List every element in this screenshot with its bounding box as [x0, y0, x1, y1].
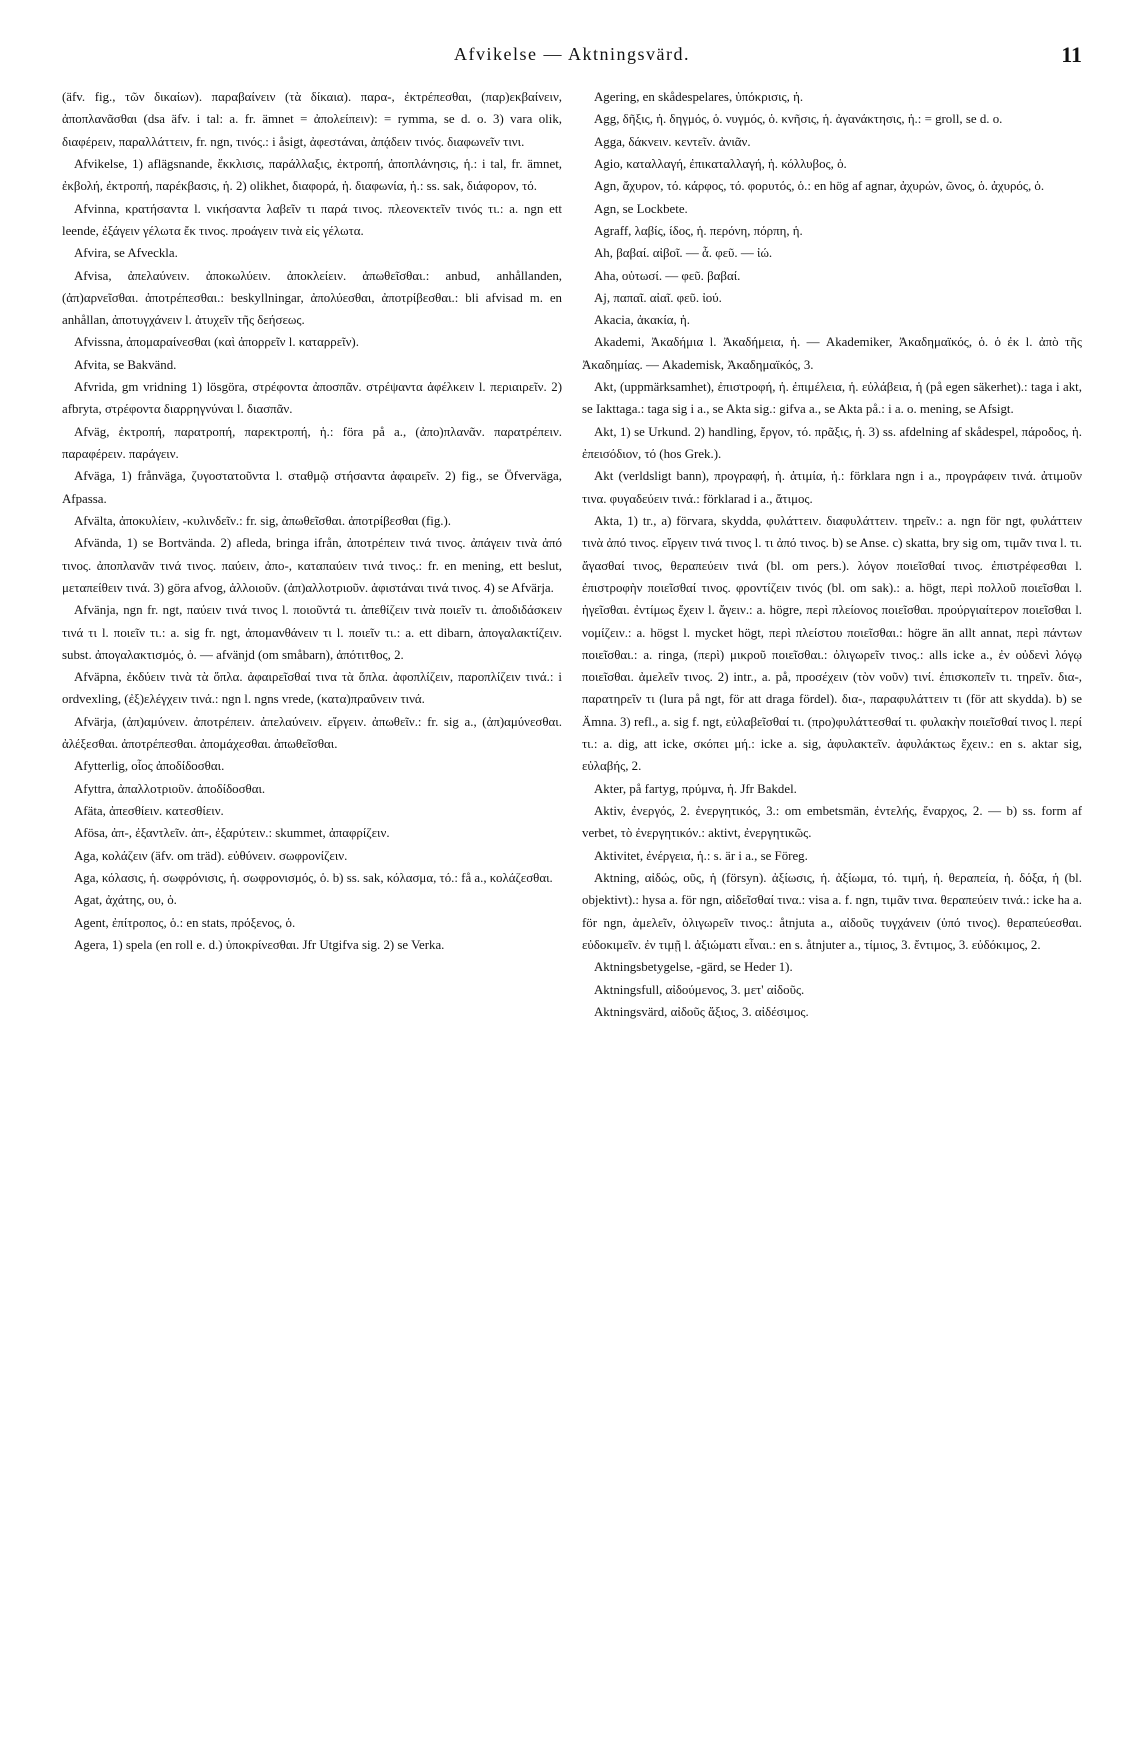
- dictionary-entry: Agn, ἄχυρον, τό. κάρφος, τό. φορυτός, ὁ.: en hög af agnar, ἀχυρών, ῶνος, ὁ. ἀχυρός, ὁ.: [594, 179, 1045, 194]
- dictionary-entry: Agg, δῆξις, ἡ. δηγμός, ὁ. νυγμός, ὁ. κνῆσις, ἡ. ἀγανάκτησις, ἡ.: = groll, se d. o.: [594, 112, 1003, 127]
- dictionary-entry: Akter, på fartyg, πρύμνα, ἡ. Jfr Bakdel.: [594, 781, 797, 796]
- right-column: [582, 86, 1082, 1686]
- dictionary-entry: Agio, καταλλαγή, ἐπικαταλλαγή, ἡ. κόλλυβος, ὁ.: [594, 156, 847, 171]
- dictionary-entry: Akacia, ἀκακία, ἡ.: [594, 313, 690, 328]
- dictionary-entry: Afvrida, gm vridning 1) lösgöra, στρέφοντα ἀποσπᾶν. στρέψαντα ἀφέλκειν l. περιαιρεῖν. 2) afbryta, στρέφοντα διαρρηγνύναι l. διασπᾶν.: [62, 380, 562, 417]
- dictionary-entry: Akademi, Ἀκαδήμια l. Ἀκαδήμεια, ἡ. — Akademiker, Ἀκαδημαϊκός, ὁ. ὁ ἐκ l. ἀπὸ τῆς Ἀκαδημίας. — Akademisk, Ἀκαδημαϊκός, 3.: [582, 335, 1082, 372]
- dictionary-entry: Afvissna, ἀπομαραίνεσθαι (καὶ ἀπορρεῖν l. καταρρεῖν).: [74, 335, 359, 350]
- dictionary-entry: Aga, κόλασις, ἡ. σωφρόνισις, ἡ. σωφρονισμός, ὁ. b) ss. sak, κόλασμα, τό.: få a., κολάζεσθαι.: [74, 870, 553, 885]
- dictionary-entry: Akt (verldsligt bann), προγραφή, ἡ. ἀτιμία, ἡ.: förklara ngn i a., προγράφειν τινά. ἀτιμοῦν τινα. φυγαδεύειν τινά.: förklarad i a., ἄτιμος.: [582, 469, 1082, 506]
- dictionary-entry: Agn, se Lockbete.: [594, 201, 688, 216]
- dictionary-entry: Afvikelse, 1) aflägsnande, ἔκκλισις, παράλλαξις, ἐκτροπή, ἀποπλάνησις, ἡ.: i tal, fr. ämnet, ἐκβολή, ἐκτροπή, παρέκβασις, ἡ. 2) olikhet, διαφορά, ἡ. διαφωνία, ἡ.: ss. sak, διάφορον, τό.: [62, 156, 562, 194]
- dictionary-entry: Afyttra, ἀπαλλοτριοῦν. ἀποδίδοσθαι.: [74, 781, 266, 796]
- dictionary-entry: (äfv. fig., τῶν δικαίων). παραβαίνειν (τὰ δίκαια). παρα-, ἐκτρέπεσθαι, (παρ)εκβαίνειν, ἀποπλανᾶσθαι (dsa äfv. i tal: a. fr. ämnet = ἀπολείπειν): = rymma, se d. o. 3) vara olik, διαφέρειν, παραλλάττειν, fr. ngn, τινός.: i åsigt, ἀφεστάναι, ἀπᾴδειν τινός. διαφωνεῖν τινι.: [62, 90, 562, 149]
- dictionary-entry: Afvita, se Bakvänd.: [74, 357, 177, 372]
- dictionary-entry: Agera, 1) spela (en roll e. d.) ὑποκρίνεσθαι. Jfr Utgifva sig. 2) se Verka.: [74, 937, 445, 952]
- dictionary-entry: Afvälta, ἀποκυλίειν, -κυλινδεῖν.: fr. sig, ἀπωθεῖσθαι. ἀποτρίβεσθαι (fig.).: [74, 513, 452, 528]
- dictionary-entry: Afvända, 1) se Bortvända. 2) afleda, bringa ifrån, ἀποτρέπειν τινά τινος. ἀπάγειν τινὰ ἀπό τινος. ἀποπλανᾶν τινά τινος. παύειν, ἀπο-, καταπαύειν τινά τινος.: fr. en mening, ett beslut, μεταπείθειν τινά. 3) göra afvog, ἀλλοιοῦν. (ἀπ)αλλοτριοῦν. ἀφιστάναι τινά τινος. 4) se Afvärja.: [62, 536, 562, 595]
- dictionary-entry: Agent, ἐπίτροπος, ὁ.: en stats, πρόξενος, ὁ.: [74, 915, 296, 930]
- dictionary-entry: Agga, δάκνειν. κεντεῖν. ἀνιᾶν.: [594, 134, 751, 149]
- dictionary-entry: Aktningsbetygelse, -gärd, se Heder 1).: [594, 960, 793, 975]
- dictionary-entry: Aj, παπαῖ. αἰαῖ. φεῦ. ἰού.: [594, 290, 722, 305]
- dictionary-entry: Aktiv, ἐνεργός, 2. ἐνεργητικός, 3.: om embetsmän, ἐντελής, ἔναρχος, 2. — b) ss. form af verbet, τὸ ἐνεργητικόν.: aktivt, ἐνεργητικῶς.: [582, 804, 1082, 841]
- dictionary-entry: Aktningsfull, αἰδούμενος, 3. μετ' αἰδοῦς.: [594, 982, 805, 997]
- dictionary-entry: Agering, en skådespelares, ὑπόκρισις, ἡ.: [594, 90, 804, 104]
- dictionary-entry: Aktivitet, ἐνέργεια, ἡ.: s. är i a., se Föreg.: [594, 848, 808, 863]
- dictionary-entry: Afvänja, ngn fr. ngt, παύειν τινά τινος l. ποιοῦντά τι. ἀπεθίζειν τινὰ ποιεῖν τι. ἀποδιδάσκειν τινά τι l. ποιεῖν τι.: a. sig fr. ngt, ἀπομανθάνειν τι l. ποιεῖν τι.: a. ett dibarn, ἀπογαλακτίζειν. subst. ἀπογαλακτισμός, ὁ. — afvänjd (om småbarn), ἀπότιτθος, 2.: [62, 603, 562, 662]
- dictionary-entry: Akta, 1) tr., a) förvara, skydda, φυλάττειν. διαφυλάττειν. τηρεῖν.: a. ngn för ngt, φυλάττειν τινὰ ἀπό τινος. εἴργειν τινά τινος l. τι ἀπό τινος. b) se Anse. c) skatta, bry sig om, τιμᾶν τινα l. τι. ἄγασθαί τινος, θεραπεύειν τινά (bl. om pers.). λόγον ποιεῖσθαί τινος. ἐπιστρέφεσθαι l. ἐπιστροφὴν ποιεῖσθαί τινος. φροντίζειν τινός (bl. om sak).: a. högt, περὶ πολλοῦ ποιεῖσθαι l. ἡγεῖσθαι. ἐντίμως ἔχειν l. ἄγειν.: a. högre, περὶ πλείονος ποιεῖσθαι. προύργιαίτερον ποιεῖσθαι l. νομίζειν.: a. högst l. mycket högt, περὶ πλείστου ποιεῖσθαι.: högre än allt annat, περὶ πάντων ποιεῖσθαι.: a. ringa, (περὶ) μικροῦ ποιεῖσθαι.: ὀλιγωρεῖν τινος.: alls icke a., ἐν οὐδενὶ λόγῳ ποιεῖσθαι. ἀμελεῖν τινος. 2) intr., a. på, προσέχειν (τὸν νοῦν) τινί. ἐπισκοπεῖν τι. τηρεῖν. δια-, παρατηρεῖν τι (lura på ngt, för att draga fördel). δια-, παραφυλάττειν τι (för att skydda). b) se Ämna. 3) refl., a. sig f. ngt, εὐλαβεῖσθαί τι. (προ)φυλάττεσθαί τι. φυλακὴν ποιεῖσθαί τινος l. περί τι.: a. dig, att icke, σκόπει μή.: icke a. sig, ἀφυλακτεῖν. ἀφυλάκτως ἔχειν.: en s. aktar sig, εὐλαβής, 2.: [582, 513, 1082, 774]
- dictionary-entry: Agraff, λαβίς, ίδος, ἡ. περόνη, πόρπη, ἡ.: [594, 223, 803, 238]
- page-number: 11: [1061, 42, 1082, 67]
- dictionary-entry: Aktning, αἰδώς, οῦς, ἡ (försyn). ἀξίωσις, ἡ. ἀξίωμα, τό. τιμή, ἡ. θεραπεία, ἡ. δόξα, ἡ (bl. objektivt).: hysa a. för ngn, αἰδεῖσθαί τινα.: visa a. f. ngn, τιμᾶν τινα. θεραπεύειν τινά.: icke ha a. för ngn, ἀμελεῖν, ὀλιγωρεῖν τινος.: åtnjuta a., αἰδοῦς τυγχάνειν (ὑπό τινος). θεραπεύεσθαι. εὐδοκιμεῖν. ἐν τιμῇ l. ἀξιώματι εἶναι.: en s. åtnjuter a., τίμιος, 3. ἔντιμος, 3. εὐδόκιμος, 2.: [582, 870, 1082, 952]
- dictionary-entry: Aha, οὑτωσί. — φεῦ. βαβαί.: [594, 268, 741, 283]
- dictionary-entry: Afösa, ἀπ-, ἐξαντλεῖν. ἀπ-, ἐξαρύτειν.: skummet, ἀπαφρίζειν.: [74, 826, 390, 841]
- dictionary-entry: Agat, ἀχάτης, ου, ὁ.: [74, 893, 177, 908]
- dictionary-entry: Afvira, se Afveckla.: [74, 246, 178, 261]
- dictionary-entry: Afväg, ἐκτροπή, παρατροπή, παρεκτροπή, ἡ.: föra på a., (ἀπο)πλανᾶν. παρατρέπειν. παραφέρειν. παράγειν.: [62, 424, 562, 461]
- left-column: [62, 86, 562, 1686]
- dictionary-entry: Afväpna, ἐκδύειν τινὰ τὰ ὅπλα. ἀφαιρεῖσθαί τινα τὰ ὅπλα. ἀφοπλίζειν, παροπλίζειν τινά.: i ordvexling, (ἐξ)ελέγχειν τινά.: ngn l. ngns vrede, (κατα)πραΰνειν τινά.: [62, 670, 562, 707]
- dictionary-entry: Aga, κολάζειν (äfv. om träd). εὐθύνειν. σωφρονίζειν.: [74, 848, 348, 863]
- dictionary-entry: Akt, 1) se Urkund. 2) handling, ἔργον, τό. πρᾶξις, ἡ. 3) ss. afdelning af skådespel, πάροδος, ἡ. ἐπεισόδιον, τό (hos Grek.).: [582, 424, 1082, 461]
- running-head: Afvikelse — Aktningsvärd.: [454, 44, 690, 64]
- dictionary-entry: Afäta, ἀπεσθίειν. κατεσθίειν.: [74, 804, 224, 818]
- dictionary-entry: Ah, βαβαί. αἰβοῖ. — ἆ. φεῦ. — ἰώ.: [594, 246, 773, 261]
- dictionary-entry: Afväga, 1) frånväga, ζυγοστατοῦντα l. σταθμῷ στήσαντα ἀφαιρεῖν. 2) fig., se Öfverväga, Afpassa.: [62, 469, 562, 506]
- dictionary-entry: Akt, (uppmärksamhet), ἐπιστροφή, ἡ. ἐπιμέλεια, ἡ. εὐλάβεια, ἡ (på egen säkerhet).: taga i akt, se Iakttaga.: taga sig i a., se Akta sig.: gifva a., se Akta på.: i a. o. mening, se Afsigt.: [582, 380, 1082, 417]
- dictionary-entry: Afvinna, κρατήσαντα l. νικήσαντα λαβεῖν τι παρά τινος. πλεονεκτεῖν τινός τι.: a. ngn ett leende, ἐξάγειν γέλωτα ἔκ τινος. προάγειν τινὰ εἰς γέλωτα.: [62, 201, 562, 238]
- dictionary-entry: Afvisa, ἀπελαύνειν. ἀποκωλύειν. ἀποκλείειν. ἀπωθεῖσθαι.: anbud, anhållanden, (ἀπ)αρνεῖσθαι. ἀποτρέπεσθαι.: beskyllningar, ἀπολύεσθαι, ἀποτρίβεσθαι.: bli afvisad m. en anhållan, ἀποτυγχάνειν l. ἀτυχεῖν τῆς δεήσεως.: [62, 268, 562, 328]
- dictionary-page: [62, 36, 1082, 1716]
- dictionary-entry: Afytterlig, οἷος ἀποδίδοσθαι.: [74, 759, 225, 774]
- dictionary-entry: Aktningsvärd, αἰδοῦς ἄξιος, 3. αἰδέσιμος.: [594, 1004, 809, 1019]
- dictionary-entry: Afvärja, (ἀπ)αμύνειν. ἀποτρέπειν. ἀπελαύνειν. εἴργειν. ἀπωθεῖν.: fr. sig a., (ἀπ)αμύνεσθαι. ἀλέξεσθαι. ἀποτρέπεσθαι. ἀπομάχεσθαι. ἀπωθεῖσθαι.: [62, 714, 562, 752]
- page-header: [62, 36, 1082, 76]
- two-column-body: [62, 86, 1082, 1686]
